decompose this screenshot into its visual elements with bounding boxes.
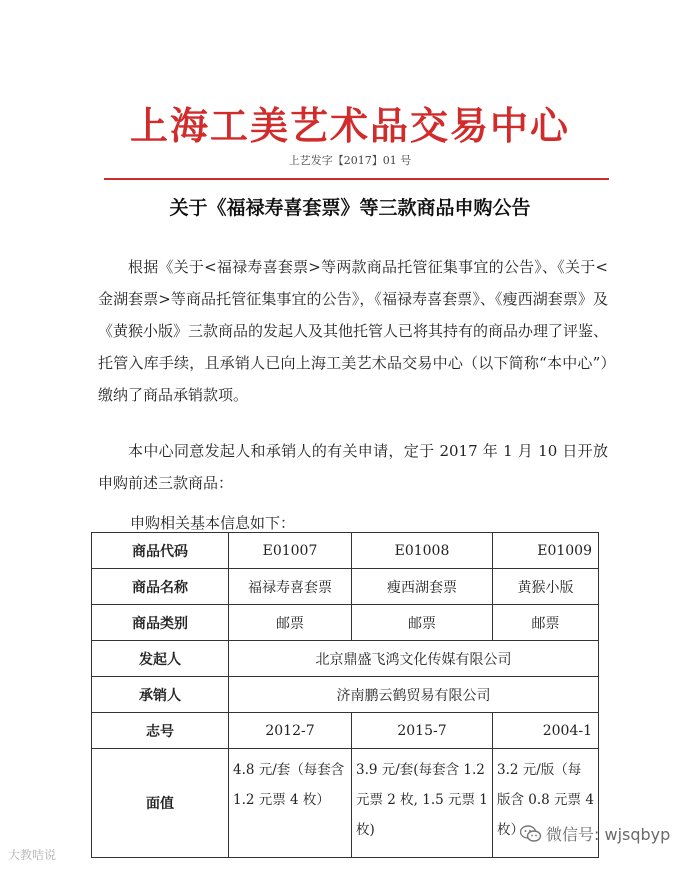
table-cell: E01007 [229, 533, 352, 569]
table-cell: 2015-7 [352, 713, 493, 749]
table-cell: 4.8 元/套（每套含 1.2 元票 4 枚） [229, 749, 352, 858]
row-label: 商品代码 [92, 533, 229, 569]
table-cell-merged: 北京鼎盛飞鸿文化传媒有限公司 [229, 641, 599, 677]
row-label: 承销人 [92, 677, 229, 713]
row-label: 商品类别 [92, 605, 229, 641]
table-cell: 邮票 [493, 605, 599, 641]
table-cell: 2004-1 [493, 713, 599, 749]
org-title: 上海工美艺术品交易中心 [129, 103, 570, 148]
table-row [92, 569, 599, 605]
paragraph-table-lead: 申购相关基本信息如下： [130, 514, 296, 532]
table-row [92, 641, 599, 677]
table-cell: E01008 [352, 533, 493, 569]
row-label: 志号 [92, 713, 229, 749]
table-cell: 黄猴小版 [493, 569, 599, 605]
notice-title: 关于《福禄寿喜套票》等三款商品申购公告 [169, 197, 531, 219]
table-cell: 3.2 元/版（每版含 0.8 元票 4 枚） [493, 749, 599, 858]
table-row [92, 713, 599, 749]
table-row [92, 605, 599, 641]
table-cell-merged: 济南鹏云鹤贸易有限公司 [229, 677, 599, 713]
product-info-table [91, 532, 599, 858]
red-divider-line [104, 178, 609, 180]
row-label: 发起人 [92, 641, 229, 677]
row-label: 商品名称 [92, 569, 229, 605]
table-cell: 2012-7 [229, 713, 352, 749]
row-label: 面值 [92, 749, 229, 858]
wechat-icon [520, 825, 542, 843]
document-number: 上艺发字【2017】01 号 [288, 154, 412, 167]
wechat-id-text: 微信号: wjsqbyp [546, 825, 671, 844]
table-row [92, 533, 599, 569]
paragraph-intro: 根据《关于<福禄寿喜套票>等两款商品托管征集事宜的公告》、《关于<金湖套票>等商品托管征集事宜的公告》，《福禄寿喜套票》、《瘦西湖套票》及《黄猴小版》三款商品的发起人及其他托管人已将其持有的商品办理了评鉴、托管入库手续，且承销人已向上海工美艺术品交易中心（以下简称“本中心”）缴纳了商品承销款项。 [98, 258, 609, 404]
watermark-left: 大教咭说 [8, 848, 57, 862]
table-cell: 福禄寿喜套票 [229, 569, 352, 605]
paragraph-approval: 本中心同意发起人和承销人的有关申请，定于 2017 年 1 月 10 日开放申购前述三款商品： [98, 442, 608, 492]
table-cell: 瘦西湖套票 [352, 569, 493, 605]
table-cell: E01009 [493, 533, 599, 569]
table-cell: 邮票 [229, 605, 352, 641]
table-row [92, 677, 599, 713]
table-cell: 3.9 元/套(每套含 1.2 元票 2 枚, 1.5 元票 1 枚) [352, 749, 493, 858]
watermark-wechat [520, 822, 670, 845]
table-cell: 邮票 [352, 605, 493, 641]
